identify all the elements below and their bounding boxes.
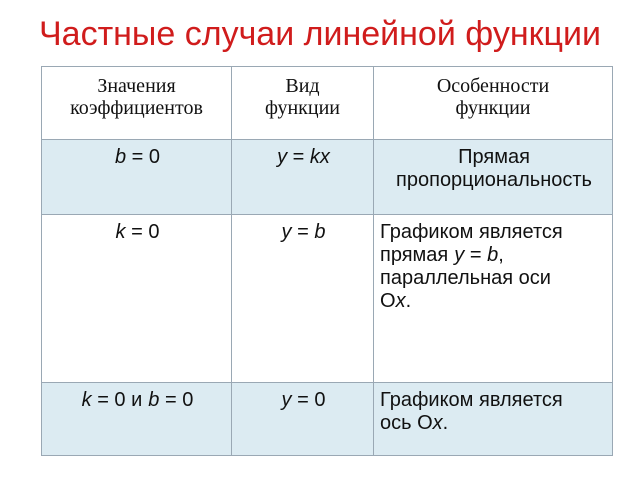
header-function-features [374, 67, 613, 140]
row2-desc-line2-b: b [487, 244, 499, 266]
row2-desc-line4-pre: О [380, 290, 396, 312]
row1-function [232, 140, 374, 215]
row3-desc-line2-x: x [432, 412, 443, 434]
row3-func-lhs: y [281, 389, 292, 411]
row2-desc-line2-pre: прямая [380, 244, 449, 266]
row2-desc-line4 [380, 290, 608, 313]
table-header-row [42, 67, 613, 140]
row2-desc-line2 [380, 244, 608, 267]
slide-title: Частные случаи линейной функции [39, 15, 601, 53]
row1-desc-line2: пропорциональность [396, 169, 592, 191]
row2-desc-line4-x: x [395, 290, 406, 312]
row1-features [374, 140, 613, 215]
row2-function [232, 215, 374, 383]
header-function-features-line2: функции [455, 97, 531, 119]
row2-desc-line4-post: . [405, 290, 412, 312]
row2-desc-line2-y: y [454, 244, 465, 266]
row3-desc-line1: Графиком является [380, 389, 563, 411]
table-row [42, 215, 613, 383]
row2-coefficients [42, 215, 232, 383]
header-function-features-line1: Особенности [436, 75, 550, 97]
row3-function [232, 383, 374, 456]
row2-features [374, 215, 613, 383]
row3-coef-eq1: = 0 и [91, 389, 143, 411]
header-function-form-line2: функции [265, 97, 340, 119]
row2-func-eq: = [291, 221, 315, 243]
table-row [42, 140, 613, 215]
row3-desc-line2 [380, 412, 608, 435]
row3-features [374, 383, 613, 456]
row3-desc-line2-post: . [442, 412, 449, 434]
row2-desc-line3: параллельная оси [380, 267, 551, 289]
row3-coefficients [42, 383, 232, 456]
row2-desc-line2-eq: = [464, 244, 488, 266]
row2-func-lhs: y [281, 221, 292, 243]
row2-coef-var: k [115, 221, 126, 243]
row3-coef-eq2: = 0 [159, 389, 194, 411]
header-function-form [232, 67, 374, 140]
row3-coef-var2: b [148, 389, 160, 411]
row1-coef-eq: = 0 [126, 146, 161, 168]
header-function-form-line1: Вид [285, 75, 320, 97]
row3-desc-line2-pre: ось О [380, 412, 433, 434]
header-coefficients [42, 67, 232, 140]
row1-desc-line1: Прямая [458, 146, 530, 168]
table-row [42, 383, 613, 456]
linear-function-cases-table [41, 66, 613, 456]
row1-coefficients [42, 140, 232, 215]
row1-coef-var: b [114, 146, 127, 168]
row2-desc-line1: Графиком является [380, 221, 563, 243]
row1-func-lhs: y [277, 146, 288, 168]
row1-func-eq: = [287, 146, 310, 168]
row2-func-rhs: b [314, 221, 326, 243]
row2-coef-eq: = 0 [125, 221, 160, 243]
row3-func-eq: = [291, 389, 315, 411]
row3-func-rhs: 0 [314, 389, 326, 411]
row3-coef-var1: k [81, 389, 92, 411]
row2-desc-line2-post: , [498, 244, 504, 266]
header-coefficients-line2: коэффициентов [70, 97, 203, 119]
header-coefficients-line1: Значения [97, 75, 176, 97]
row1-func-rhs: kx [309, 146, 330, 168]
